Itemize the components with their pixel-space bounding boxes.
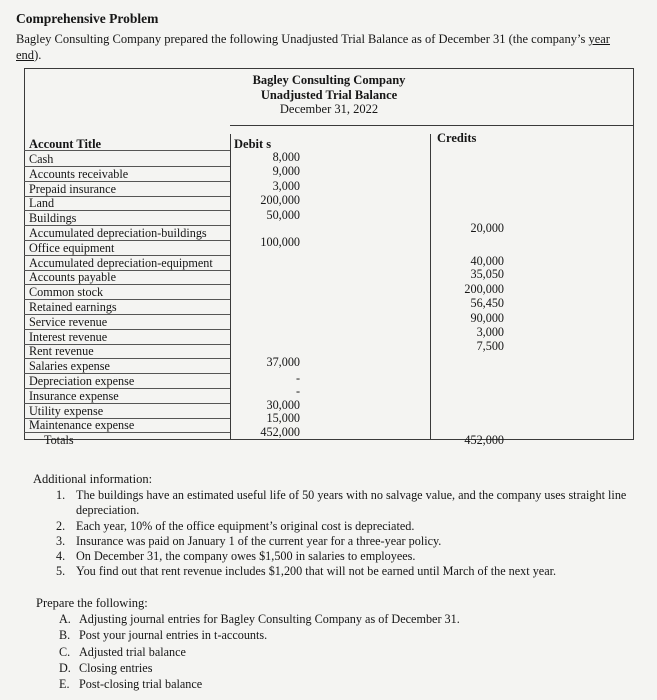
credit-amount: 20,000	[470, 221, 504, 235]
item-number: 5.	[56, 564, 66, 578]
account-name: Maintenance expense	[29, 418, 135, 433]
account-name: Accumulated depreciation-buildings	[29, 226, 207, 240]
header-row-divider	[24, 150, 230, 151]
prepare-item	[59, 612, 460, 627]
account-name: Buildings	[29, 211, 77, 226]
debit-amount: 15,000	[266, 411, 300, 426]
prepare-item	[59, 628, 267, 643]
item-text: You find out that rent revenue includes $1,200 that will not be earned until March of the next year.	[76, 564, 557, 578]
row-divider	[24, 196, 230, 197]
item-number: 2.	[56, 519, 66, 533]
account-name: Land	[29, 196, 55, 211]
account-name: Rent revenue	[29, 344, 94, 359]
additional-info-heading: Additional information:	[33, 472, 153, 486]
additional-info-item	[56, 534, 441, 549]
account-name: Common stock	[29, 285, 104, 300]
credit-amount: 90,000	[470, 310, 504, 325]
intro-end: ).	[34, 48, 42, 62]
account-name: Service revenue	[29, 314, 108, 329]
prepare-item	[59, 661, 152, 676]
debit-column-divider	[430, 134, 431, 440]
debit-amount: 30,000	[266, 397, 300, 412]
item-text: Post your journal entries in t-accounts.	[79, 628, 268, 642]
account-name: Utility expense	[29, 403, 104, 418]
trial-balance-header	[24, 73, 634, 117]
credit-amount: 3,000	[476, 324, 504, 339]
item-text: The buildings have an estimated useful life of 50 years with no salvage value, and the company uses straight line	[76, 488, 627, 502]
intro-text: Bagley Consulting Company prepared the following Unadjusted Trial Balance as of December 31 (the company’s	[16, 32, 589, 46]
item-letter: C.	[59, 645, 71, 659]
debit-amount: 200,000	[260, 193, 300, 208]
intro-paragraph	[16, 31, 628, 63]
debit-amount: 3,000	[272, 178, 300, 193]
item-letter: E.	[59, 677, 70, 691]
prepare-heading: Prepare the following:	[36, 596, 148, 610]
problem-title: Comprehensive Problem	[16, 11, 159, 26]
item-number: 4.	[56, 549, 66, 563]
item-letter: D.	[59, 661, 71, 675]
account-name: Accumulated depreciation-equipment	[29, 255, 213, 270]
item-text: Post-closing trial balance	[79, 677, 203, 691]
debit-header: Debit s	[234, 137, 272, 151]
credit-amount: 200,000	[464, 282, 504, 297]
report-name: Unadjusted Trial Balance	[260, 87, 398, 102]
item-text: On December 31, the company owes $1,500 in salaries to employees.	[76, 549, 416, 563]
debit-amount: 8,000	[272, 150, 300, 164]
totals-label: Totals	[44, 433, 74, 448]
account-name: Depreciation expense	[29, 374, 135, 388]
item-text: Closing entries	[79, 661, 153, 675]
header-divider	[230, 125, 633, 126]
account-name: Office equipment	[29, 240, 115, 255]
company-name: Bagley Consulting Company	[252, 73, 406, 87]
additional-info-item	[56, 564, 556, 579]
debit-amount: -	[295, 371, 300, 385]
account-name: Prepaid insurance	[29, 181, 116, 196]
item-text-continued: depreciation.	[76, 503, 140, 517]
debit-amount: 9,000	[272, 163, 300, 178]
additional-info-item	[56, 549, 415, 564]
report-date: December 31, 2022	[279, 102, 379, 116]
credit-amount: 40,000	[470, 253, 504, 268]
item-letter: B.	[59, 628, 71, 642]
account-name: Cash	[29, 152, 54, 166]
prepare-item	[59, 645, 186, 660]
debit-amount: 100,000	[260, 234, 300, 249]
account-title-header: Account Title	[29, 137, 102, 151]
item-text: Adjusted trial balance	[79, 645, 186, 659]
additional-info-item	[56, 519, 414, 534]
account-name: Accounts receivable	[29, 166, 129, 181]
credit-amount: 452,000	[464, 433, 504, 448]
credit-amount: 35,050	[470, 267, 504, 282]
account-name: Retained earnings	[29, 300, 117, 314]
debit-amount: 452,000	[260, 425, 300, 440]
item-text: Each year, 10% of the office equipment’s original cost is depreciated.	[76, 519, 415, 533]
account-column-divider	[230, 134, 231, 440]
item-number: 3.	[56, 534, 66, 548]
item-number: 1.	[56, 488, 66, 502]
debit-amount: 50,000	[266, 208, 300, 223]
item-letter: A.	[59, 612, 71, 626]
credit-header: Credits	[437, 131, 477, 145]
prepare-item	[59, 677, 202, 692]
account-name: Salaries expense	[29, 359, 110, 374]
credit-amount: 7,500	[476, 339, 504, 354]
intro-underlined: year end	[16, 32, 610, 62]
account-name: Interest revenue	[29, 329, 108, 344]
additional-info-item	[56, 488, 626, 518]
credit-amount: 56,450	[470, 296, 504, 310]
debit-amount: -	[295, 383, 300, 398]
account-name: Accounts payable	[29, 270, 116, 285]
account-name: Insurance expense	[29, 388, 119, 403]
item-text: Adjusting journal entries for Bagley Consulting Company as of December 31.	[79, 612, 460, 626]
item-text: Insurance was paid on January 1 of the current year for a three-year policy.	[76, 534, 442, 548]
debit-amount: 37,000	[266, 355, 300, 370]
